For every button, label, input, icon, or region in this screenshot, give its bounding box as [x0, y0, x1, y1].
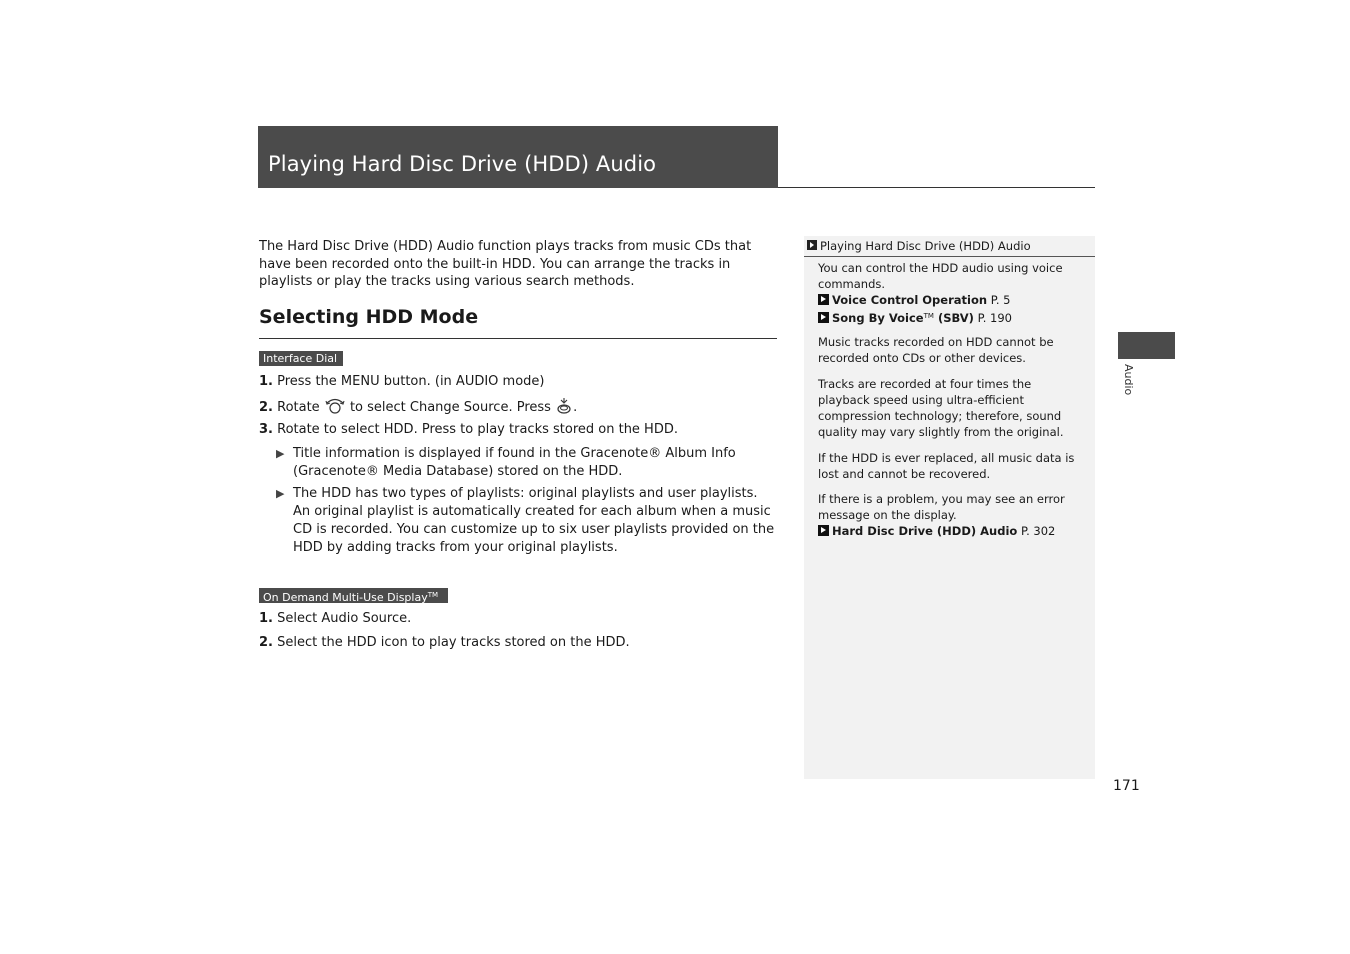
sidebar-paragraph: If there is a problem, you may see an error message on the display. [818, 492, 1065, 522]
interface-dial-tag: Interface Dial [259, 351, 343, 366]
page-number: 171 [1113, 778, 1140, 794]
section-rule [259, 338, 777, 339]
link-page: P. 190 [973, 311, 1012, 325]
link-page: P. 5 [987, 293, 1011, 307]
display-step-2 [259, 634, 630, 652]
sidebar-paragraph: Music tracks recorded on HDD cannot be recorded onto CDs or other devices. [818, 335, 1054, 365]
step-option: HDD [383, 422, 414, 437]
reference-arrow-icon [818, 525, 829, 536]
step-number: 1. [259, 611, 273, 626]
display-step-1 [259, 610, 411, 628]
step-number: 3. [259, 422, 273, 437]
sidebar-paragraph: You can control the HDD audio using voice commands. [818, 261, 1063, 291]
double-chevron-icon [807, 240, 817, 250]
reference-arrow-icon [818, 294, 829, 305]
dial-step-3 [259, 421, 678, 439]
section-heading: Selecting HDD Mode [259, 306, 479, 328]
step-text: Select the [272, 635, 347, 650]
step-option: Change Source. [409, 400, 513, 415]
step-text: . Press to play tracks stored on the HDD. [413, 422, 678, 437]
sidebar-paragraph: If the HDD is ever replaced, all music data is lost and cannot be recovered. [818, 451, 1075, 481]
sidebar-block-problem [818, 491, 1084, 539]
page-title: Playing Hard Disc Drive (HDD) Audio [268, 152, 657, 176]
hdd-audio-link[interactable] [818, 523, 1084, 539]
dial-step-2 [259, 397, 577, 421]
step-option: HDD [346, 635, 377, 650]
link-label: (SBV) [933, 311, 974, 325]
note-text: The HDD has two types of playlists: original playlists and user playlists. An original playlist is automatically created for each album when a music CD is recorded. You can customize up to six user playlists provided on the HDD by adding tracks from your original playlists. [293, 486, 775, 555]
link-label: Song By Voice [832, 311, 924, 325]
trademark: TM [923, 312, 934, 320]
dial-step-1 [259, 373, 545, 391]
step-text: to select [345, 400, 410, 415]
step-option: Audio Source [321, 611, 408, 626]
step-text: Press [512, 400, 556, 415]
intro-paragraph: The Hard Disc Drive (HDD) Audio function plays tracks from music CDs that have been recorded onto the built-in HDD. You can arrange the tracks in playlists or play the tracks using various search methods. [259, 239, 752, 290]
step-text: Select [272, 611, 322, 626]
triangle-bullet-icon: ▶ [276, 487, 285, 500]
tag-label: On Demand Multi-Use Display [263, 591, 428, 604]
step-text: icon to play tracks stored on the HDD. [376, 635, 630, 650]
reference-arrow-icon [818, 312, 829, 323]
step-text: . [573, 400, 578, 415]
press-dial-icon [555, 397, 573, 421]
step-text: Press the MENU button. (in AUDIO mode) [272, 374, 545, 389]
sidebar-heading: Playing Hard Disc Drive (HDD) Audio [820, 239, 1031, 253]
sidebar-paragraph: Tracks are recorded at four times the playback speed using ultra-efficient compression technology; therefore, sound quality may vary slightly from the original. [818, 377, 1064, 439]
song-by-voice-link[interactable] [818, 308, 1084, 326]
multi-use-display-tag [259, 588, 448, 603]
triangle-bullet-icon: ▶ [276, 447, 285, 460]
trademark: TM [427, 591, 439, 599]
rotate-dial-icon [324, 397, 346, 421]
chapter-label: Audio [1122, 364, 1135, 396]
voice-control-link[interactable] [818, 292, 1084, 308]
link-page: P. 302 [1017, 524, 1056, 538]
dial-note-2 [276, 485, 776, 557]
step-text: Rotate [272, 400, 324, 415]
step-text: Rotate to select [272, 422, 384, 437]
sidebar-block-voice [818, 260, 1084, 326]
step-number: 2. [259, 635, 273, 650]
step-number: 2. [259, 400, 273, 415]
link-label: Voice Control Operation [832, 293, 988, 307]
step-number: 1. [259, 374, 273, 389]
note-text: Title information is displayed if found in the Gracenote® Album Info (Gracenote® Media Database) stored on the HDD. [293, 446, 736, 479]
step-text: . [407, 611, 412, 626]
link-label: Hard Disc Drive (HDD) Audio [832, 524, 1018, 538]
dial-note-1 [276, 445, 776, 481]
title-rule [778, 187, 1095, 188]
chapter-tab [1118, 332, 1175, 359]
